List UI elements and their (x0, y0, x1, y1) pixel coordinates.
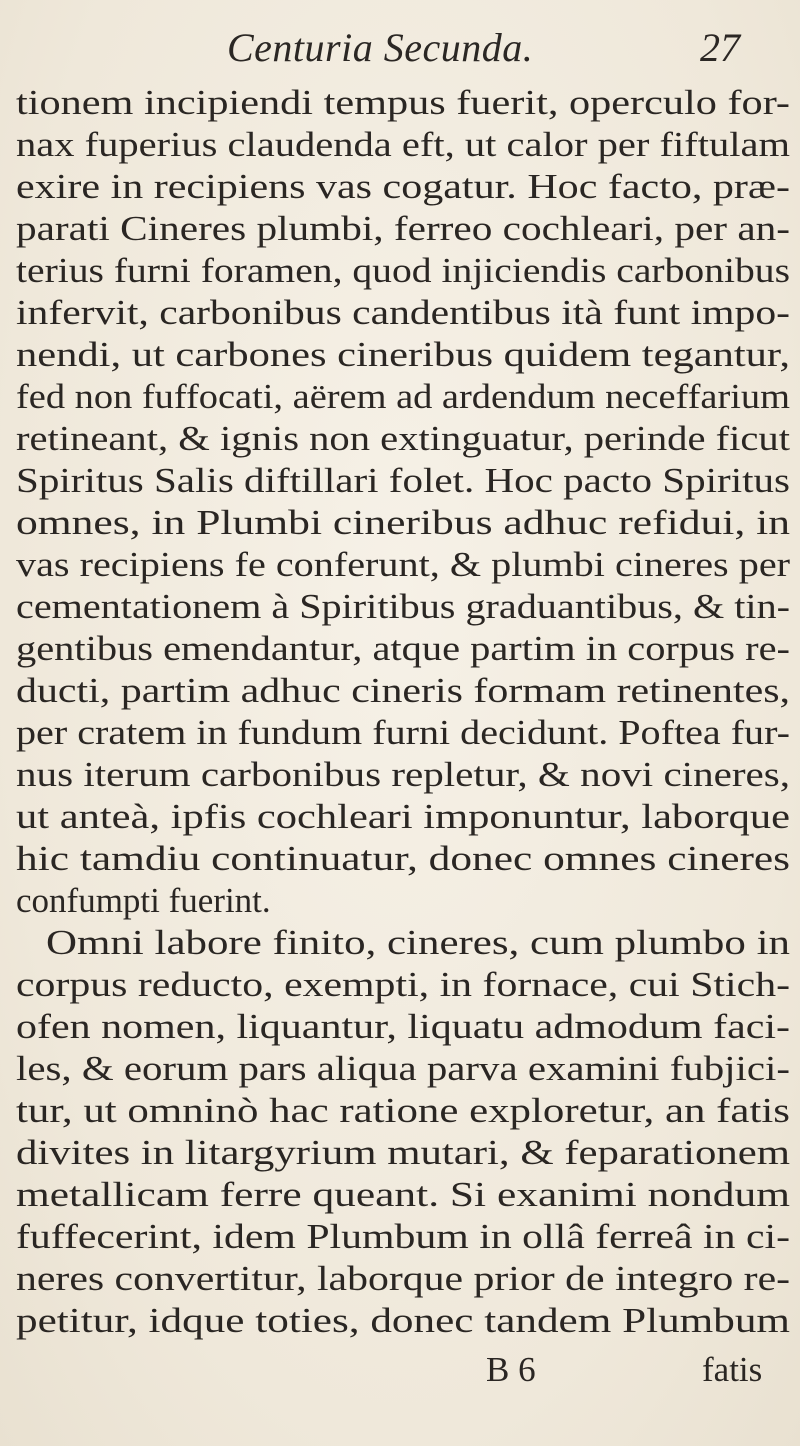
page-number: 27 (700, 25, 740, 70)
text-line: petitur, idque toties, donec tandem Plumbum (16, 1301, 790, 1340)
text-line: ofen nomen, liquantur, liquatu admodum faci- (16, 1007, 791, 1046)
text-line: metallicam ferre queant. Si exanimi nondum (16, 1175, 790, 1214)
running-title: Centuria Secunda. (227, 25, 534, 70)
text-line: nax fuperius claudenda eft, ut calor per fiftulam (16, 125, 790, 164)
text-line: fuffecerint, idem Plumbum in ollâ ferreâ in ci- (16, 1217, 791, 1256)
page-header (0, 18, 800, 78)
text-line: Spiritus Salis diftillari folet. Hoc pacto Spiritus (16, 461, 791, 500)
text-line: tionem incipiendi tempus fuerit, operculo for- (16, 83, 791, 122)
text-line: nendi, ut carbones cineribus quidem tegantur, (16, 335, 791, 374)
signature-mark: B 6 (486, 1350, 536, 1389)
catchword: fatis (702, 1350, 763, 1389)
text-line: ut anteà, ipfis cochleari imponuntur, laborque (16, 797, 791, 836)
text-line: vas recipiens fe conferunt, & plumbi cineres per (16, 545, 791, 584)
text-line: fed non fuffocati, aërem ad ardendum neceffarium (16, 377, 791, 416)
text-line: neres convertitur, laborque prior de integro re- (16, 1259, 791, 1298)
text-line: infervit, carbonibus candentibus ità funt impo- (16, 293, 790, 332)
text-line: Omni labore finito, cineres, cum plumbo in (46, 923, 790, 962)
text-line: gentibus emendantur, atque partim in corpus re- (16, 629, 791, 668)
text-line: hic tamdiu continuatur, donec omnes cineres (16, 839, 791, 878)
text-line: exire in recipiens vas cogatur. Hoc facto, præ- (16, 167, 790, 206)
text-line: tur, ut omninò hac ratione exploretur, an fatis (16, 1091, 790, 1130)
text-line: divites in litargyrium mutari, & feparationem (16, 1133, 791, 1172)
text-line: nus iterum carbonibus repletur, & novi cineres, (16, 755, 791, 794)
page-footer (0, 1346, 800, 1393)
text-line: terius furni foramen, quod injiciendis carbonibus (16, 251, 790, 290)
text-line: confumpti fuerint. (16, 881, 271, 920)
text-line: retineant, & ignis non extinguatur, perinde ficut (16, 419, 791, 458)
text-line: omnes, in Plumbi cineribus adhuc refidui, in (16, 503, 790, 542)
text-line: ducti, partim adhuc cineris formam retinentes, (16, 671, 791, 710)
text-line: per cratem in fundum furni decidunt. Poftea fur- (16, 713, 790, 752)
text-line: parati Cineres plumbi, ferreo cochleari, per an- (16, 209, 790, 248)
text-line: corpus reducto, exempti, in fornace, cui Stich- (16, 965, 791, 1004)
text-line: les, & eorum pars aliqua parva examini fubjici- (16, 1049, 791, 1088)
text-line: cementationem à Spiritibus graduantibus, & tin- (16, 587, 791, 626)
